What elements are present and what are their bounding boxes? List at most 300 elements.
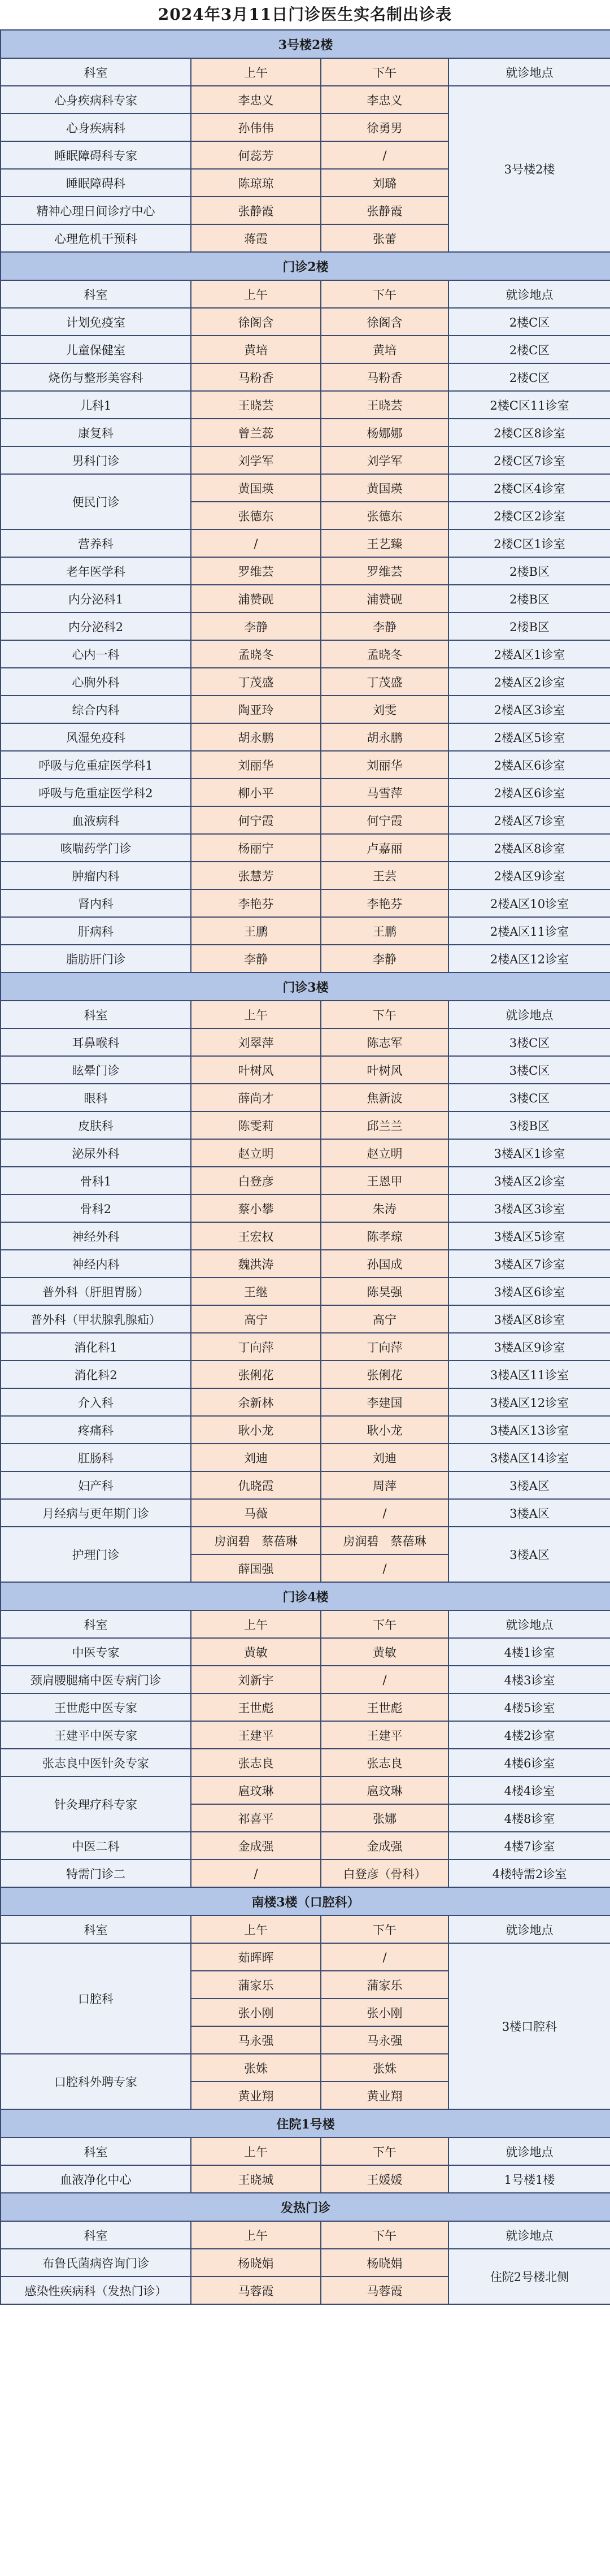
table-row — [1, 640, 610, 668]
afternoon-doctor-cell: 张蕾 — [321, 224, 448, 252]
location-cell: 3楼A区13诊室 — [448, 1416, 610, 1444]
location-cell: 3楼C区 — [448, 1028, 610, 1056]
table-row — [1, 86, 610, 114]
morning-doctor-cell: 张慧芳 — [191, 862, 321, 889]
afternoon-doctor-cell: 马粉香 — [321, 363, 448, 391]
table-row — [1, 834, 610, 862]
afternoon-doctor-cell: 焦新波 — [321, 1084, 448, 1111]
department-cell: 布鲁氏菌病咨询门诊 — [1, 2249, 191, 2277]
morning-doctor-cell: 黄业翔 — [191, 2082, 321, 2109]
column-header-pm: 下午 — [321, 280, 448, 308]
morning-doctor-cell: 马薇 — [191, 1499, 321, 1527]
table-row — [1, 1749, 610, 1776]
table-row — [1, 2165, 610, 2193]
morning-doctor-cell: 张德东 — [191, 502, 321, 529]
morning-doctor-cell: 罗维芸 — [191, 557, 321, 585]
table-row — [1, 1194, 610, 1222]
section-title: 南楼3楼（口腔科） — [1, 1887, 610, 1915]
location-cell: 2楼B区 — [448, 585, 610, 612]
afternoon-doctor-cell: 卢嘉丽 — [321, 834, 448, 862]
department-cell: 眼科 — [1, 1084, 191, 1111]
morning-doctor-cell: 陈琼琼 — [191, 169, 321, 197]
morning-doctor-cell: 李静 — [191, 612, 321, 640]
column-header-am: 上午 — [191, 58, 321, 86]
table-row — [1, 1167, 610, 1194]
morning-doctor-cell: 李静 — [191, 945, 321, 972]
morning-doctor-cell: 王建平 — [191, 1721, 321, 1749]
department-cell: 肿瘤内科 — [1, 862, 191, 889]
location-cell: 3楼A区6诊室 — [448, 1278, 610, 1305]
table-row — [1, 557, 610, 585]
morning-doctor-cell: 马永强 — [191, 2026, 321, 2054]
afternoon-doctor-cell: 罗维芸 — [321, 557, 448, 585]
afternoon-doctor-cell: 刘丽华 — [321, 751, 448, 779]
department-cell: 血液净化中心 — [1, 2165, 191, 2193]
morning-doctor-cell: 蒲家乐 — [191, 1971, 321, 1999]
location-cell: 1号楼1楼 — [448, 2165, 610, 2193]
table-row — [1, 308, 610, 336]
location-cell: 2楼C区4诊室 — [448, 474, 610, 502]
column-header-am: 上午 — [191, 2221, 321, 2249]
morning-doctor-cell: 祁喜平 — [191, 1804, 321, 1832]
afternoon-doctor-cell: 刘璐 — [321, 169, 448, 197]
morning-doctor-cell: 房润碧 蔡蓓琳 — [191, 1527, 321, 1554]
table-row — [1, 1361, 610, 1388]
location-cell: 3楼A区 — [448, 1499, 610, 1527]
column-header-pm: 下午 — [321, 1001, 448, 1028]
location-cell: 3号楼2楼 — [448, 86, 610, 252]
table-row — [1, 1943, 610, 1971]
table-row — [1, 1527, 610, 1554]
department-cell: 皮肤科 — [1, 1111, 191, 1139]
table-row — [1, 391, 610, 419]
afternoon-doctor-cell: 李忠义 — [321, 86, 448, 114]
afternoon-doctor-cell: 徐勇男 — [321, 114, 448, 141]
department-cell: 王世彪中医专家 — [1, 1693, 191, 1721]
afternoon-doctor-cell: 张姝 — [321, 2054, 448, 2082]
table-row — [1, 474, 610, 502]
morning-doctor-cell: 马蓉霞 — [191, 2277, 321, 2304]
column-header-dept: 科室 — [1, 1610, 191, 1638]
morning-doctor-cell: 王晓芸 — [191, 391, 321, 419]
afternoon-doctor-cell: 马蓉霞 — [321, 2277, 448, 2304]
morning-doctor-cell: 叶树风 — [191, 1056, 321, 1084]
morning-doctor-cell: 刘丽华 — [191, 751, 321, 779]
afternoon-doctor-cell: 孟晓冬 — [321, 640, 448, 668]
location-cell: 2楼A区10诊室 — [448, 889, 610, 917]
column-header-am: 上午 — [191, 1915, 321, 1943]
department-cell: 计划免疫室 — [1, 308, 191, 336]
column-header-pm: 下午 — [321, 2138, 448, 2165]
table-row — [1, 1444, 610, 1471]
department-cell: 口腔科外聘专家 — [1, 2054, 191, 2109]
schedule-table — [0, 29, 610, 2305]
location-cell: 3楼口腔科 — [448, 1943, 610, 2109]
morning-doctor-cell: 马粉香 — [191, 363, 321, 391]
section-header — [1, 1582, 610, 1610]
location-cell: 2楼B区 — [448, 557, 610, 585]
location-cell: 3楼A区 — [448, 1527, 610, 1582]
department-cell: 消化科2 — [1, 1361, 191, 1388]
department-cell: 脂肪肝门诊 — [1, 945, 191, 972]
department-cell: 耳鼻喉科 — [1, 1028, 191, 1056]
morning-doctor-cell: 张姝 — [191, 2054, 321, 2082]
morning-doctor-cell: 高宁 — [191, 1305, 321, 1333]
column-header-location: 就诊地点 — [448, 58, 610, 86]
location-cell: 4楼2诊室 — [448, 1721, 610, 1749]
morning-doctor-cell: 柳小平 — [191, 779, 321, 806]
table-row — [1, 1388, 610, 1416]
table-row — [1, 1638, 610, 1666]
department-cell: 疼痛科 — [1, 1416, 191, 1444]
location-cell: 2楼C区1诊室 — [448, 529, 610, 557]
morning-doctor-cell: 张小刚 — [191, 1999, 321, 2026]
department-cell: 综合内科 — [1, 696, 191, 723]
location-cell: 3楼C区 — [448, 1056, 610, 1084]
department-cell: 针灸理疗科专家 — [1, 1776, 191, 1832]
afternoon-doctor-cell: 马雪萍 — [321, 779, 448, 806]
column-header-dept: 科室 — [1, 2221, 191, 2249]
afternoon-doctor-cell: 孙国成 — [321, 1250, 448, 1278]
table-row — [1, 862, 610, 889]
morning-doctor-cell: 王继 — [191, 1278, 321, 1305]
location-cell: 2楼C区 — [448, 308, 610, 336]
table-row — [1, 889, 610, 917]
location-cell: 2楼B区 — [448, 612, 610, 640]
morning-doctor-cell: 蔡小攀 — [191, 1194, 321, 1222]
column-header-location: 就诊地点 — [448, 2221, 610, 2249]
section-header — [1, 252, 610, 280]
location-cell: 3楼A区7诊室 — [448, 1250, 610, 1278]
afternoon-doctor-cell: 徐阁含 — [321, 308, 448, 336]
section-header — [1, 972, 610, 1001]
table-row — [1, 363, 610, 391]
afternoon-doctor-cell: 张志良 — [321, 1749, 448, 1776]
table-row — [1, 1499, 610, 1527]
department-cell: 睡眠障碍科 — [1, 169, 191, 197]
column-header-dept: 科室 — [1, 58, 191, 86]
location-cell: 3楼B区 — [448, 1111, 610, 1139]
department-cell: 中医专家 — [1, 1638, 191, 1666]
afternoon-doctor-cell: 王建平 — [321, 1721, 448, 1749]
department-cell: 肛肠科 — [1, 1444, 191, 1471]
morning-doctor-cell: 曾兰蕊 — [191, 419, 321, 446]
column-header-row — [1, 1915, 610, 1943]
department-cell: 张志良中医针灸专家 — [1, 1749, 191, 1776]
afternoon-doctor-cell: 赵立明 — [321, 1139, 448, 1167]
location-cell: 4楼6诊室 — [448, 1749, 610, 1776]
morning-doctor-cell: 刘新宇 — [191, 1666, 321, 1693]
afternoon-doctor-cell: 张俐花 — [321, 1361, 448, 1388]
department-cell: 心内一科 — [1, 640, 191, 668]
morning-doctor-cell: 孙伟伟 — [191, 114, 321, 141]
table-row — [1, 1084, 610, 1111]
department-cell: 睡眠障碍科专家 — [1, 141, 191, 169]
afternoon-doctor-cell: 黄业翔 — [321, 2082, 448, 2109]
column-header-pm: 下午 — [321, 2221, 448, 2249]
afternoon-doctor-cell: 李静 — [321, 612, 448, 640]
morning-doctor-cell: 孟晓冬 — [191, 640, 321, 668]
location-cell: 3楼A区14诊室 — [448, 1444, 610, 1471]
afternoon-doctor-cell: 黄敏 — [321, 1638, 448, 1666]
afternoon-doctor-cell: 杨娜娜 — [321, 419, 448, 446]
table-row — [1, 1278, 610, 1305]
afternoon-doctor-cell: 何宁霞 — [321, 806, 448, 834]
table-row — [1, 779, 610, 806]
table-row — [1, 723, 610, 751]
column-header-row — [1, 280, 610, 308]
afternoon-doctor-cell: / — [321, 1554, 448, 1582]
morning-doctor-cell: 耿小龙 — [191, 1416, 321, 1444]
section-title: 3号楼2楼 — [1, 30, 610, 58]
afternoon-doctor-cell: 杨晓娟 — [321, 2249, 448, 2277]
location-cell: 4楼3诊室 — [448, 1666, 610, 1693]
location-cell: 4楼8诊室 — [448, 1804, 610, 1832]
department-cell: 神经内科 — [1, 1250, 191, 1278]
table-row — [1, 1666, 610, 1693]
morning-doctor-cell: 浦赞砚 — [191, 585, 321, 612]
column-header-am: 上午 — [191, 2138, 321, 2165]
department-cell: 心身疾病科专家 — [1, 86, 191, 114]
afternoon-doctor-cell: 叶树风 — [321, 1056, 448, 1084]
morning-doctor-cell: 何宁霞 — [191, 806, 321, 834]
department-cell: 普外科（甲状腺乳腺疝） — [1, 1305, 191, 1333]
department-cell: 心理危机干预科 — [1, 224, 191, 252]
morning-doctor-cell: 黄国瑛 — [191, 474, 321, 502]
section-header — [1, 2109, 610, 2138]
location-cell: 2楼C区8诊室 — [448, 419, 610, 446]
section-title: 住院1号楼 — [1, 2109, 610, 2138]
department-cell: 泌尿外科 — [1, 1139, 191, 1167]
department-cell: 精神心理日间诊疗中心 — [1, 197, 191, 224]
morning-doctor-cell: 王世彪 — [191, 1693, 321, 1721]
afternoon-doctor-cell: 李建国 — [321, 1388, 448, 1416]
table-row — [1, 806, 610, 834]
table-row — [1, 1721, 610, 1749]
morning-doctor-cell: 李艳芬 — [191, 889, 321, 917]
location-cell: 4楼5诊室 — [448, 1693, 610, 1721]
morning-doctor-cell: 余新林 — [191, 1388, 321, 1416]
location-cell: 3楼A区9诊室 — [448, 1333, 610, 1361]
afternoon-doctor-cell: 周萍 — [321, 1471, 448, 1499]
afternoon-doctor-cell: 李艳芬 — [321, 889, 448, 917]
table-row — [1, 2249, 610, 2277]
afternoon-doctor-cell: / — [321, 1499, 448, 1527]
afternoon-doctor-cell: / — [321, 141, 448, 169]
afternoon-doctor-cell: 黄培 — [321, 336, 448, 363]
location-cell: 4楼1诊室 — [448, 1638, 610, 1666]
afternoon-doctor-cell: 蒲家乐 — [321, 1971, 448, 1999]
department-cell: 呼吸与危重症医学科1 — [1, 751, 191, 779]
morning-doctor-cell: 陶亚玲 — [191, 696, 321, 723]
location-cell: 2楼C区 — [448, 336, 610, 363]
department-cell: 便民门诊 — [1, 474, 191, 529]
department-cell: 特需门诊二 — [1, 1860, 191, 1887]
column-header-am: 上午 — [191, 1610, 321, 1638]
table-row — [1, 419, 610, 446]
location-cell: 3楼A区 — [448, 1471, 610, 1499]
location-cell: 2楼A区11诊室 — [448, 917, 610, 945]
morning-doctor-cell: 黄培 — [191, 336, 321, 363]
morning-doctor-cell: 白登彦 — [191, 1167, 321, 1194]
afternoon-doctor-cell: 张娜 — [321, 1804, 448, 1832]
schedule-body — [1, 30, 610, 2304]
morning-doctor-cell: 陈雯莉 — [191, 1111, 321, 1139]
column-header-pm: 下午 — [321, 58, 448, 86]
department-cell: 感染性疾病科（发热门诊） — [1, 2277, 191, 2304]
department-cell: 神经外科 — [1, 1222, 191, 1250]
morning-doctor-cell: 王鹏 — [191, 917, 321, 945]
column-header-location: 就诊地点 — [448, 1915, 610, 1943]
morning-doctor-cell: 丁茂盛 — [191, 668, 321, 696]
afternoon-doctor-cell: 马永强 — [321, 2026, 448, 2054]
column-header-location: 就诊地点 — [448, 1001, 610, 1028]
afternoon-doctor-cell: 张静霞 — [321, 197, 448, 224]
column-header-dept: 科室 — [1, 1001, 191, 1028]
location-cell: 2楼A区8诊室 — [448, 834, 610, 862]
department-cell: 中医二科 — [1, 1832, 191, 1860]
column-header-pm: 下午 — [321, 1915, 448, 1943]
afternoon-doctor-cell: 丁向萍 — [321, 1333, 448, 1361]
column-header-row — [1, 1001, 610, 1028]
department-cell: 心身疾病科 — [1, 114, 191, 141]
column-header-location: 就诊地点 — [448, 1610, 610, 1638]
morning-doctor-cell: 仇晓霞 — [191, 1471, 321, 1499]
column-header-location: 就诊地点 — [448, 2138, 610, 2165]
location-cell: 2楼A区9诊室 — [448, 862, 610, 889]
department-cell: 康复科 — [1, 419, 191, 446]
department-cell: 儿童保健室 — [1, 336, 191, 363]
afternoon-doctor-cell: 浦赞砚 — [321, 585, 448, 612]
table-row — [1, 668, 610, 696]
table-row — [1, 1776, 610, 1804]
department-cell: 颈肩腰腿痛中医专病门诊 — [1, 1666, 191, 1693]
table-row — [1, 945, 610, 972]
table-row — [1, 612, 610, 640]
morning-doctor-cell: 王宏权 — [191, 1222, 321, 1250]
afternoon-doctor-cell: 邱兰兰 — [321, 1111, 448, 1139]
location-cell: 2楼C区2诊室 — [448, 502, 610, 529]
afternoon-doctor-cell: 扈玟琳 — [321, 1776, 448, 1804]
location-cell: 住院2号楼北侧 — [448, 2249, 610, 2304]
section-title: 门诊3楼 — [1, 972, 610, 1001]
location-cell: 4楼7诊室 — [448, 1832, 610, 1860]
location-cell: 2楼C区7诊室 — [448, 446, 610, 474]
afternoon-doctor-cell: 黄国瑛 — [321, 474, 448, 502]
department-cell: 呼吸与危重症医学科2 — [1, 779, 191, 806]
morning-doctor-cell: 张静霞 — [191, 197, 321, 224]
table-row — [1, 1860, 610, 1887]
morning-doctor-cell: 徐阁含 — [191, 308, 321, 336]
department-cell: 眩晕门诊 — [1, 1056, 191, 1084]
morning-doctor-cell: 刘迪 — [191, 1444, 321, 1471]
department-cell: 护理门诊 — [1, 1527, 191, 1582]
afternoon-doctor-cell: 陈昊强 — [321, 1278, 448, 1305]
morning-doctor-cell: 王晓城 — [191, 2165, 321, 2193]
afternoon-doctor-cell: 张德东 — [321, 502, 448, 529]
table-row — [1, 1416, 610, 1444]
afternoon-doctor-cell: 胡永鹏 — [321, 723, 448, 751]
department-cell: 风湿免疫科 — [1, 723, 191, 751]
table-row — [1, 336, 610, 363]
morning-doctor-cell: 张俐花 — [191, 1361, 321, 1388]
table-row — [1, 1028, 610, 1056]
morning-doctor-cell: 杨丽宁 — [191, 834, 321, 862]
department-cell: 介入科 — [1, 1388, 191, 1416]
section-title: 发热门诊 — [1, 2193, 610, 2221]
column-header-row — [1, 1610, 610, 1638]
page-title: 2024年3月11日门诊医生实名制出诊表 — [158, 5, 452, 24]
afternoon-doctor-cell: / — [321, 1943, 448, 1971]
morning-doctor-cell: 赵立明 — [191, 1139, 321, 1167]
table-row — [1, 917, 610, 945]
location-cell: 3楼A区3诊室 — [448, 1194, 610, 1222]
department-cell: 儿科1 — [1, 391, 191, 419]
department-cell: 心胸外科 — [1, 668, 191, 696]
morning-doctor-cell: / — [191, 529, 321, 557]
afternoon-doctor-cell: 刘学军 — [321, 446, 448, 474]
morning-doctor-cell: 魏洪涛 — [191, 1250, 321, 1278]
department-cell: 营养科 — [1, 529, 191, 557]
location-cell: 3楼A区1诊室 — [448, 1139, 610, 1167]
table-row — [1, 696, 610, 723]
afternoon-doctor-cell: / — [321, 1666, 448, 1693]
department-cell: 肾内科 — [1, 889, 191, 917]
morning-doctor-cell: 薛国强 — [191, 1554, 321, 1582]
column-header-pm: 下午 — [321, 1610, 448, 1638]
afternoon-doctor-cell: 王艺臻 — [321, 529, 448, 557]
table-row — [1, 529, 610, 557]
morning-doctor-cell: 张志良 — [191, 1749, 321, 1776]
table-row — [1, 1111, 610, 1139]
morning-doctor-cell: 李忠义 — [191, 86, 321, 114]
section-title: 门诊4楼 — [1, 1582, 610, 1610]
location-cell: 2楼A区7诊室 — [448, 806, 610, 834]
location-cell: 4楼4诊室 — [448, 1776, 610, 1804]
table-row — [1, 1333, 610, 1361]
department-cell: 男科门诊 — [1, 446, 191, 474]
location-cell: 2楼A区5诊室 — [448, 723, 610, 751]
afternoon-doctor-cell: 王晓芸 — [321, 391, 448, 419]
afternoon-doctor-cell: 李静 — [321, 945, 448, 972]
morning-doctor-cell: / — [191, 1860, 321, 1887]
department-cell: 骨科2 — [1, 1194, 191, 1222]
table-row — [1, 585, 610, 612]
table-row — [1, 1056, 610, 1084]
location-cell: 2楼A区6诊室 — [448, 779, 610, 806]
section-header — [1, 1887, 610, 1915]
afternoon-doctor-cell: 高宁 — [321, 1305, 448, 1333]
morning-doctor-cell: 刘翠萍 — [191, 1028, 321, 1056]
column-header-row — [1, 2138, 610, 2165]
morning-doctor-cell: 金成强 — [191, 1832, 321, 1860]
afternoon-doctor-cell: 王世彪 — [321, 1693, 448, 1721]
section-header — [1, 30, 610, 58]
morning-doctor-cell: 茹晖晖 — [191, 1943, 321, 1971]
morning-doctor-cell: 刘学军 — [191, 446, 321, 474]
column-header-row — [1, 58, 610, 86]
department-cell: 骨科1 — [1, 1167, 191, 1194]
location-cell: 3楼A区12诊室 — [448, 1388, 610, 1416]
afternoon-doctor-cell: 王媛媛 — [321, 2165, 448, 2193]
location-cell: 3楼A区2诊室 — [448, 1167, 610, 1194]
afternoon-doctor-cell: 刘雯 — [321, 696, 448, 723]
afternoon-doctor-cell: 陈孝琼 — [321, 1222, 448, 1250]
column-header-dept: 科室 — [1, 1915, 191, 1943]
table-row — [1, 751, 610, 779]
department-cell: 妇产科 — [1, 1471, 191, 1499]
afternoon-doctor-cell: 白登彦（骨科） — [321, 1860, 448, 1887]
